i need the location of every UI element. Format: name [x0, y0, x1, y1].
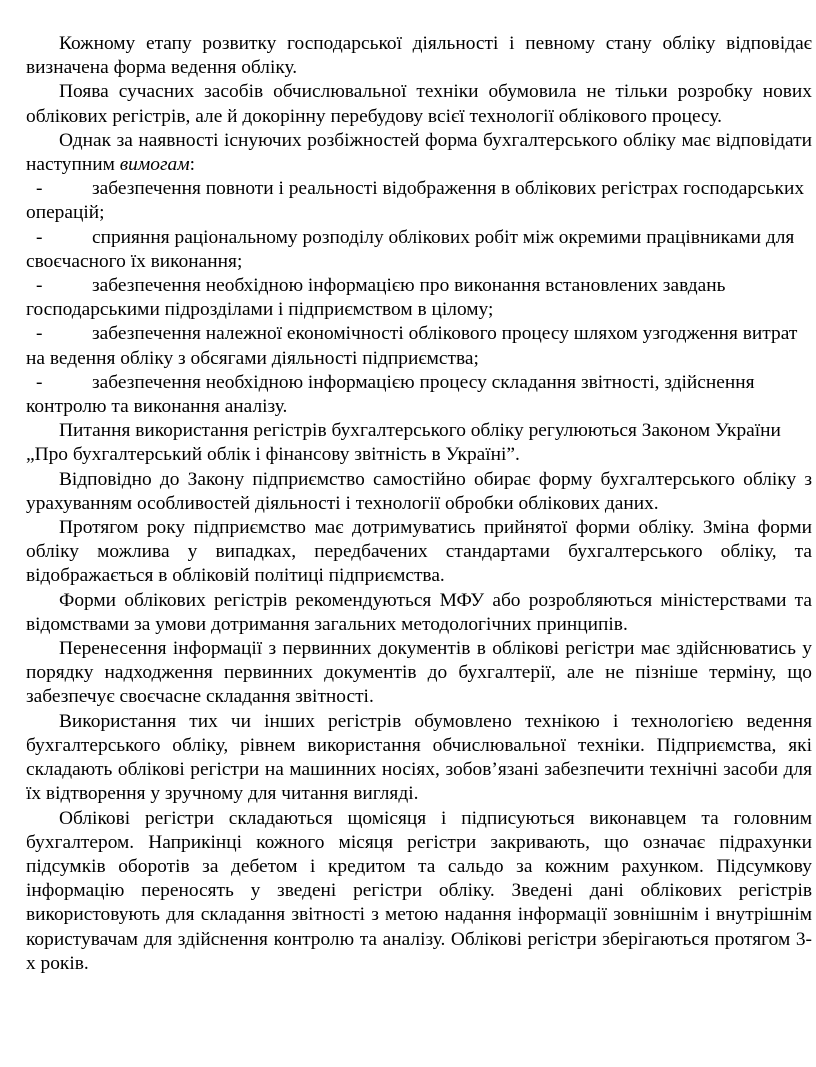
list-item-text: сприяння раціональному розподілу облікових робіт між окремими працівниками для своєчасного їх виконання; [26, 226, 795, 272]
paragraph-law-regulation: Питання використання регістрів бухгалтерського обліку регулюються Законом України „Про бухгалтерський облік і фінансову звітність в Україні”. [26, 420, 781, 466]
paragraph-accounting-form: Кожному етапу розвитку господарської діяльності і певному стану обліку відповідає визначена форма ведення обліку. [26, 33, 812, 79]
list-item-text: забезпечення повноти і реальності відображення в облікових регістрах господарських операцій; [26, 178, 805, 224]
requirements-list [26, 177, 812, 419]
paragraph-register-closing: Облікові регістри складаються щомісяця і підписуються виконавцем та головним бухгалтером. Наприкінці кожного місяця регістри закривають, що означає підрахунки підсумків оборотів за дебетом і кредитом та сальдо за кожним рахунком. Підсумкову інформацію переносять у зведені регістри обліку. Зведені дані облікових регістрів використовують для складання звітності з метою надання інформації зовнішнім і внутрішнім користувачам для здійснення контролю та аналізу. Облікові регістри зберігаються протягом 3-х років. [26, 807, 812, 974]
list-item [26, 371, 812, 419]
list-dash-marker: - [36, 323, 43, 345]
paragraph-computing-technology: Поява сучасних засобів обчислювальної техніки обумовила не тільки розробку нових облікових регістрів, але й докорінну перебудову всієї технології облікового процесу. [26, 81, 812, 127]
paragraph-register-usage: Використання тих чи інших регістрів обумовлено технікою і технологією ведення бухгалтерського обліку, рівнем використання обчислювальної техніки. Підприємства, які складають облікові регістри на машинних носіях, зобов’язані забезпечити технічні засоби для їх відтворення у зручному для читання вигляді. [26, 710, 812, 805]
paragraph-requirements-intro [26, 129, 812, 177]
list-item-text: забезпечення необхідною інформацією про виконання встановлених завдань господарськими підрозділами і підприємством в цілому; [26, 275, 726, 321]
paragraph-information-transfer: Перенесення інформації з первинних документів в облікові регістри має здійснюватись у порядку надходження первинних документів до бухгалтерії, але не пізніше терміну, що забезпечує своєчасне складання звітності. [26, 638, 812, 708]
list-dash-marker: - [36, 226, 43, 248]
list-item-text: забезпечення належної економічності облікового процесу шляхом узгодження витрат на ведення обліку з обсягами діяльності підприємства; [26, 323, 798, 369]
list-item [26, 322, 812, 370]
list-dash-marker: - [36, 275, 43, 297]
requirements-intro-colon: : [189, 154, 195, 176]
list-item [26, 274, 812, 322]
paragraph-register-forms: Форми облікових регістрів рекомендуються МФУ або розробляються міністерствами та відомствами за умови дотримання загальних методологічних принципів. [26, 589, 812, 635]
list-item [26, 177, 812, 225]
list-item-text: забезпечення необхідною інформацією процесу складання звітності, здійснення контролю та виконання аналізу. [26, 371, 755, 418]
paragraph-form-choice: Відповідно до Закону підприємство самостійно обирає форму бухгалтерського обліку з урахуванням особливостей діяльності і технології обробки облікових даних. [26, 468, 812, 514]
requirements-emphasis: вимогам [119, 154, 190, 176]
requirements-intro-text: Однак за наявності існуючих розбіжностей форма бухгалтерського обліку має відповідати наступним [26, 129, 812, 176]
list-item [26, 226, 812, 274]
list-dash-marker: - [36, 178, 43, 200]
list-dash-marker: - [36, 371, 43, 393]
paragraph-form-change: Протягом року підприємство має дотримуватись прийнятої форми обліку. Зміна форми обліку можлива у випадках, передбачених стандартами бухгалтерського обліку, та відображається в обліковій політиці підприємства. [26, 517, 812, 587]
